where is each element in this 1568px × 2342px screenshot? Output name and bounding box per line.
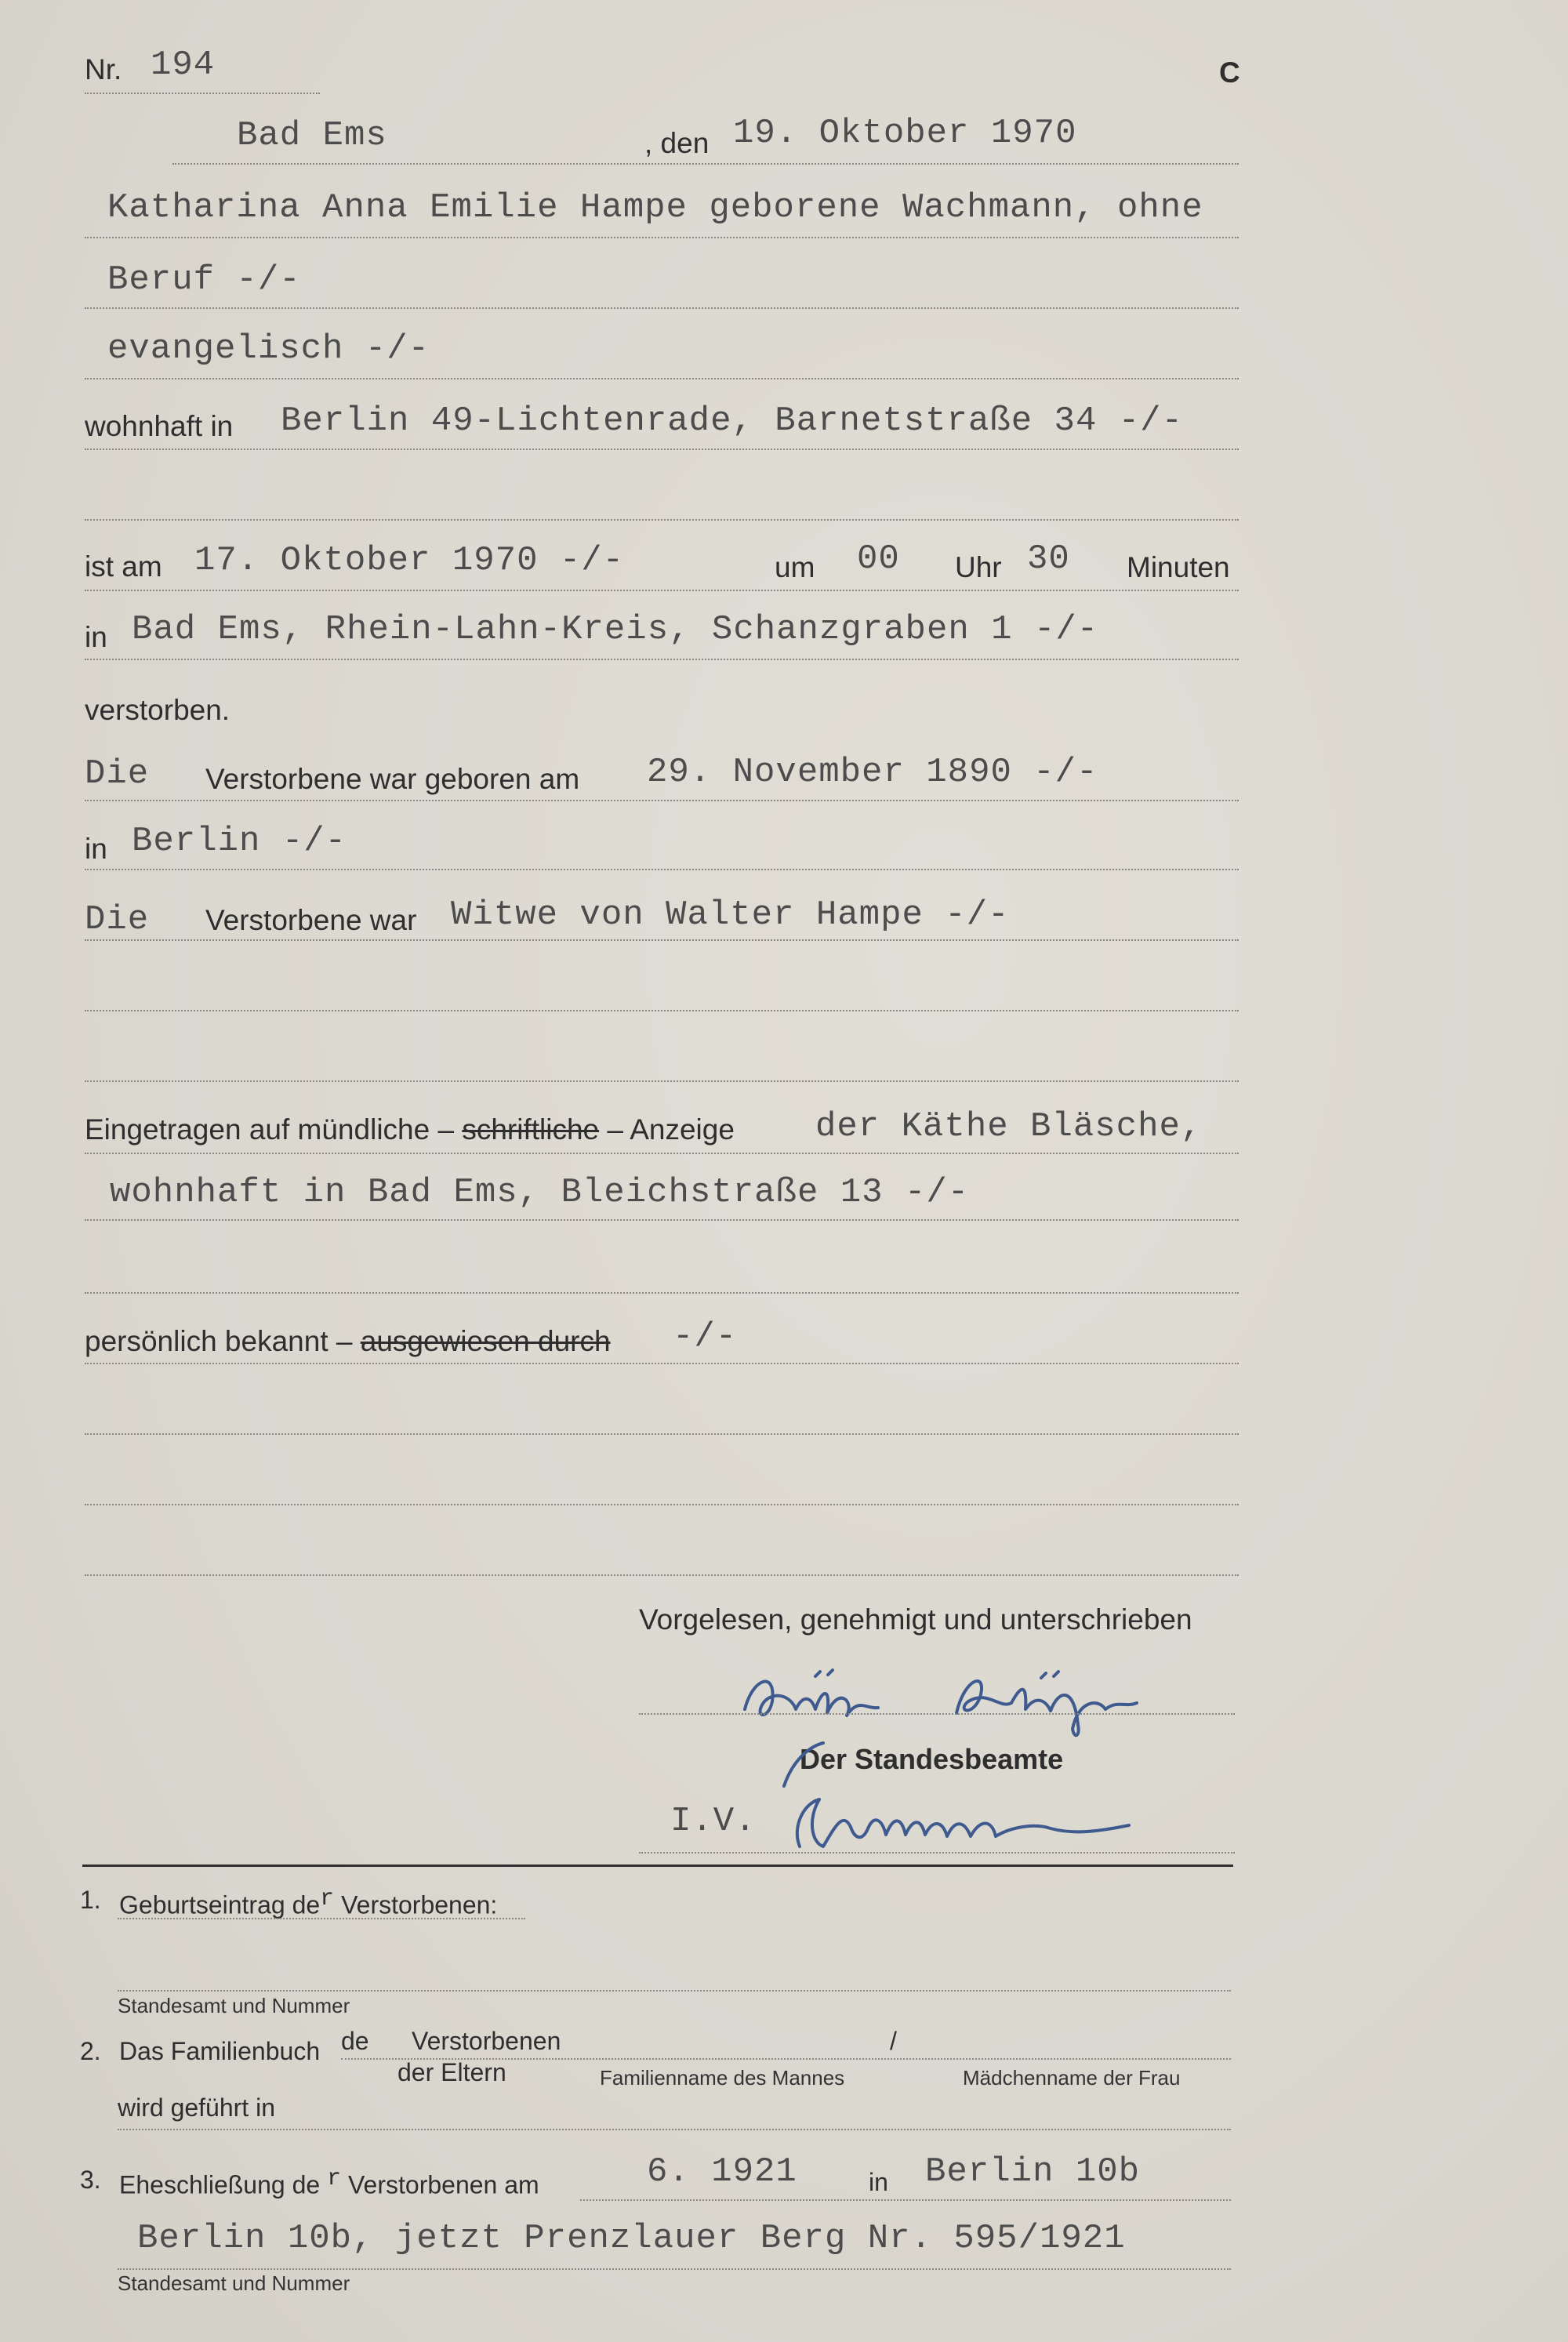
rule-line	[85, 869, 1239, 870]
note-1-number: 1.	[80, 1886, 101, 1914]
report-label-struck: schriftliche	[462, 1113, 600, 1146]
note-1-caption: Standesamt und Nummer	[118, 1994, 350, 2017]
registrar-title: Der Standesbeamte	[800, 1743, 1064, 1775]
nr-label: Nr.	[85, 53, 122, 85]
note-1-label	[119, 1886, 497, 1920]
rule-line	[85, 378, 1239, 379]
informant-signature	[729, 1654, 1215, 1741]
rule-line	[85, 939, 1239, 941]
ist-am-label: ist am	[85, 550, 162, 583]
note-3-caption: Standesamt und Nummer	[118, 2271, 350, 2295]
reporter-name: der Käthe Bläsche,	[815, 1107, 1203, 1146]
death-date: 17. Oktober 1970 -/-	[194, 541, 625, 580]
rule-line	[118, 1990, 1231, 1992]
verstorben-label: verstorben.	[85, 694, 230, 726]
death-place: Bad Ems, Rhein-Lahn-Kreis, Schanzgraben 1 -/-	[132, 610, 1099, 649]
minuten-label: Minuten	[1127, 551, 1230, 583]
rule-line	[85, 448, 1239, 450]
birth-in-label: in	[85, 833, 107, 865]
deceased-name-line-2: Beruf -/-	[107, 260, 301, 300]
rule-line	[85, 237, 1239, 238]
note-3-sup: r	[327, 2166, 342, 2192]
rule-line	[85, 659, 1239, 660]
rule-line	[118, 2129, 1231, 2130]
identity-value: -/-	[673, 1317, 738, 1356]
note-1-sup: r	[320, 1886, 335, 1912]
marriage-place: Berlin 10b	[925, 2152, 1141, 2191]
identity-label-struck: ausgewiesen durch	[360, 1325, 611, 1357]
marital-status: Witwe von Walter Hampe -/-	[451, 895, 1010, 935]
note-3-number: 3.	[80, 2166, 101, 2194]
rule-line	[580, 2199, 1231, 2201]
marriage-registry: Berlin 10b, jetzt Prenzlauer Berg Nr. 595/1921	[137, 2219, 1126, 2258]
deceased-residence: Berlin 49-Lichtenrade, Barnetstraße 34 -/-	[281, 401, 1183, 441]
birth-place: Berlin -/-	[132, 822, 347, 861]
rule-line	[85, 1504, 1239, 1505]
deceased-religion: evangelisch -/-	[107, 329, 430, 369]
um-label: um	[775, 551, 815, 583]
rule-line	[118, 1918, 525, 1919]
note-2-caption-husband: Familienname des Mannes	[600, 2066, 845, 2090]
identity-label	[85, 1325, 611, 1358]
rule-line	[85, 519, 1239, 521]
place-of-registration: Bad Ems	[237, 116, 387, 155]
birth-date: 29. November 1890 -/-	[647, 753, 1098, 792]
rule-line	[85, 1433, 1239, 1435]
birth-label: Verstorbene war geboren am	[205, 763, 580, 795]
death-in-label: in	[85, 621, 107, 653]
note-3-in: in	[869, 2168, 888, 2196]
date-line	[172, 163, 1239, 165]
reporter-address: wohnhaft in Bad Ems, Bleichstraße 13 -/-	[110, 1173, 970, 1212]
informant-signature-line	[639, 1713, 1235, 1715]
identity-label-prefix: persönlich bekannt –	[85, 1325, 353, 1357]
note-2-number: 2.	[80, 2037, 101, 2065]
note-3-label-b: Verstorbenen am	[347, 2170, 539, 2199]
rule-line	[85, 1574, 1239, 1576]
note-2-label: Das Familienbuch	[119, 2037, 321, 2065]
rule-line	[85, 590, 1239, 591]
note-2-eltern: der Eltern	[397, 2058, 506, 2086]
death-minute: 30	[1027, 539, 1070, 579]
note-1-label-b: Verstorbenen:	[341, 1890, 498, 1919]
residence-label: wohnhaft in	[85, 410, 234, 442]
note-1-label-a: Geburtseintrag de	[119, 1890, 321, 1919]
note-2-caption-wife: Mädchenname der Frau	[963, 2066, 1181, 2090]
note-3-label	[119, 2166, 539, 2200]
corner-letter: C	[1219, 56, 1240, 89]
registration-date: 19. Oktober 1970	[733, 114, 1077, 153]
note-3-label-a: Eheschließung de	[119, 2170, 321, 2199]
marriage-date: 6. 1921	[647, 2152, 797, 2191]
record-number: 194	[151, 45, 216, 85]
rule-line	[85, 1080, 1239, 1082]
marital-label: Verstorbene war	[205, 904, 417, 936]
registrar-signature	[776, 1780, 1152, 1858]
rule-line	[85, 800, 1239, 801]
report-label	[85, 1113, 735, 1146]
rule-line	[118, 2268, 1231, 2270]
iv-label: I.V.	[670, 1802, 757, 1841]
uhr-label: Uhr	[955, 551, 1002, 583]
rule-line	[85, 1010, 1239, 1011]
read-approved-text: Vorgelesen, genehmigt und unterschrieben	[639, 1603, 1192, 1636]
rule-line	[85, 1153, 1239, 1154]
marital-article: Die	[85, 900, 150, 939]
rule-line	[85, 1363, 1239, 1364]
den-label: , den	[644, 127, 710, 159]
rule-line	[85, 307, 1239, 309]
birth-article: Die	[85, 754, 150, 793]
note-2-slash: /	[890, 2027, 897, 2055]
rule-line	[85, 1292, 1239, 1294]
note-2-de: de	[341, 2027, 369, 2055]
section-divider	[82, 1865, 1233, 1867]
death-hour: 00	[857, 539, 900, 579]
report-label-prefix: Eingetragen auf mündliche –	[85, 1113, 455, 1146]
deceased-name-line-1: Katharina Anna Emilie Hampe geborene Wachmann, ohne	[107, 188, 1203, 227]
registrar-signature-line	[639, 1852, 1235, 1854]
note-2-kept-in: wird geführt in	[118, 2093, 275, 2122]
nr-line	[85, 93, 320, 94]
note-2-verstorbenen: Verstorbenen	[412, 2027, 561, 2055]
rule-line	[85, 1219, 1239, 1221]
report-label-suffix: – Anzeige	[607, 1113, 735, 1146]
